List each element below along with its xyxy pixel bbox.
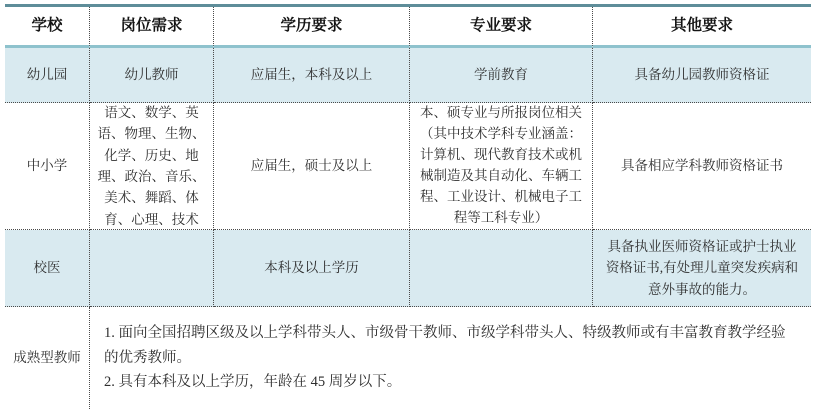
cell-kindergarten-education: 应届生，本科及以上: [214, 48, 410, 103]
cell-primary-secondary-position: 语文、数学、英语、物理、生物、化学、历史、地理、政治、音乐、美术、舞蹈、体育、心理、技术: [90, 103, 214, 230]
cell-kindergarten-position: 幼儿教师: [90, 48, 214, 103]
cell-experienced-teacher-requirements: [90, 307, 811, 409]
cell-school-doctor-position: [90, 230, 214, 307]
cell-experienced-teacher-school: 成熟型教师: [5, 307, 90, 409]
recruitment-requirements-table: [5, 4, 811, 406]
cell-school-doctor-education: 本科及以上学历: [214, 230, 410, 307]
header-cell-school: 学校: [5, 7, 90, 48]
cell-primary-secondary-major: 本、硕专业与所报岗位相关（其中技术学科专业涵盖：计算机、现代教育技术或机械制造及其自动化、车辆工程、工业设计、机械电子工程等工科专业）: [410, 103, 593, 230]
header-cell-other: 其他要求: [593, 7, 811, 48]
cell-primary-secondary-other: 具备相应学科教师资格证书: [593, 103, 811, 230]
header-cell-education: 学历要求: [214, 7, 410, 48]
header-cell-major: 专业要求: [410, 7, 593, 48]
cell-kindergarten-school: 幼儿园: [5, 48, 90, 103]
cell-primary-secondary-school: 中小学: [5, 103, 90, 230]
cell-school-doctor-major: [410, 230, 593, 307]
header-cell-position: 岗位需求: [90, 7, 214, 48]
cell-kindergarten-other: 具备幼儿园教师资格证: [593, 48, 811, 103]
cell-kindergarten-major: 学前教育: [410, 48, 593, 103]
cell-school-doctor-other: 具备执业医师资格证或护士执业资格证书,有处理儿童突发疾病和意外事故的能力。: [593, 230, 811, 307]
experienced-teacher-requirement-2: 2. 具有本科及以上学历，年龄在 45 周岁以下。: [104, 374, 402, 391]
experienced-teacher-requirement-1: 1. 面向全国招聘区级及以上学科带头人、市级骨干教师、市级学科带头人、特级教师或有丰富教育教学经验的优秀教师。: [104, 325, 786, 366]
cell-primary-secondary-education: 应届生，硕士及以上: [214, 103, 410, 230]
cell-school-doctor-school: 校医: [5, 230, 90, 307]
